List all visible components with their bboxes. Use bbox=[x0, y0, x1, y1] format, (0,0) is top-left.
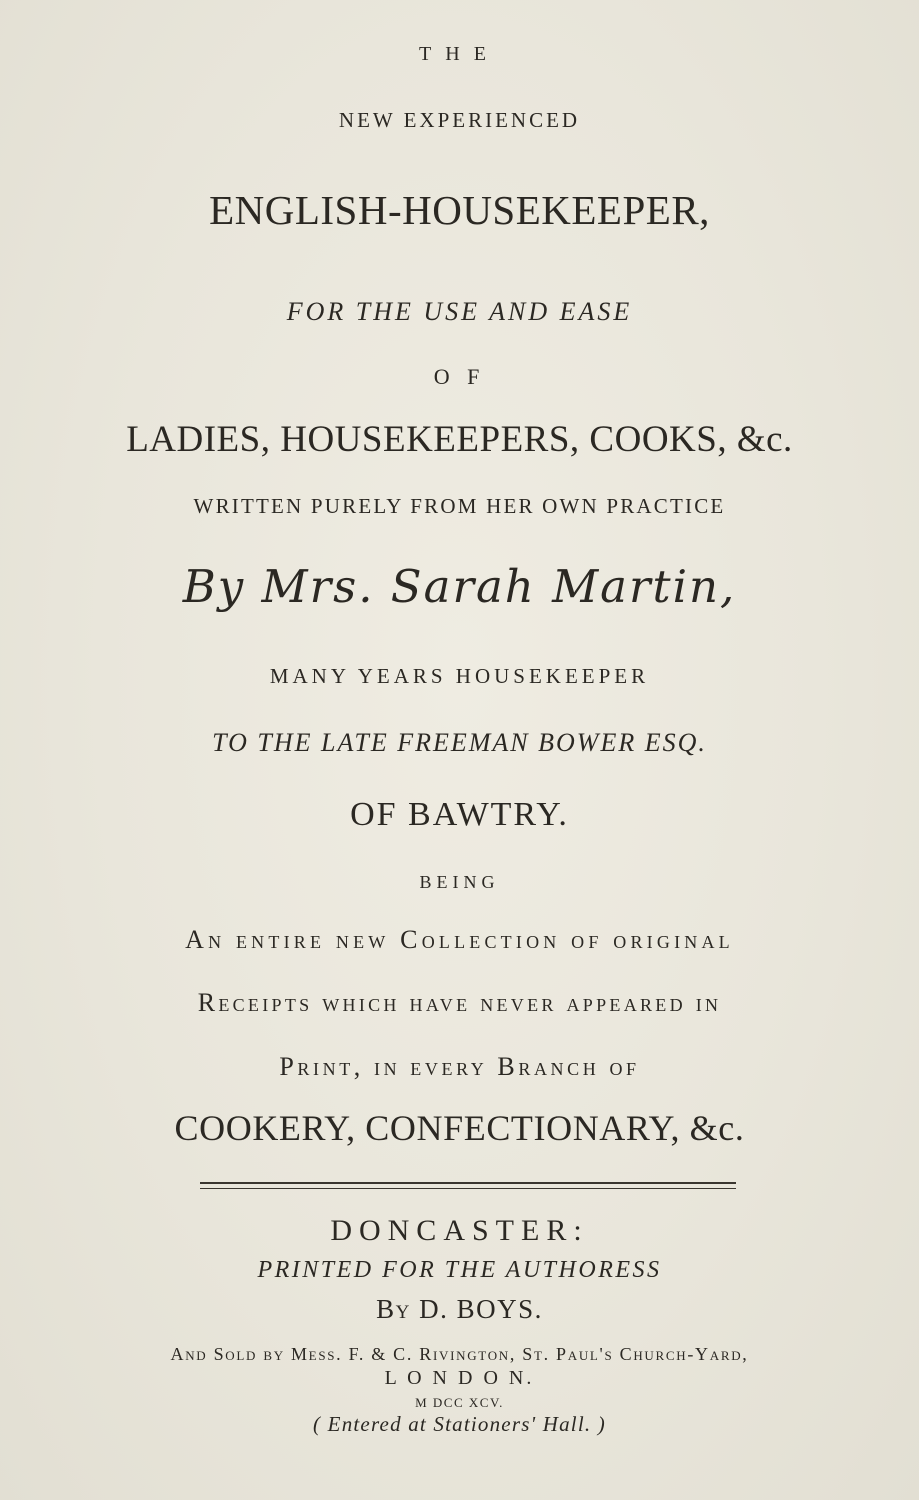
description-line-2: Receipts which have never appeared in bbox=[197, 988, 722, 1017]
year-line: M DCC XCV. bbox=[415, 1395, 504, 1410]
city-line: L O N D O N. bbox=[384, 1367, 535, 1389]
divider-thin bbox=[200, 1188, 736, 1189]
the-heading: THE bbox=[419, 43, 500, 65]
sold-by-line: And Sold by Mess. F. & C. Rivington, St. Paul's Church-Yard, bbox=[170, 1344, 749, 1364]
description-line-3: Print, in every Branch of bbox=[279, 1052, 640, 1081]
audience-line: LADIES, HOUSEKEEPERS, COOKS, &c. bbox=[126, 419, 793, 460]
main-title: ENGLISH-HOUSEKEEPER, bbox=[209, 187, 710, 233]
author-line: By Mrs. Sarah Martin, bbox=[182, 560, 737, 613]
printer-line: By D. BOYS. bbox=[376, 1294, 543, 1324]
place-line: DONCASTER: bbox=[330, 1214, 589, 1247]
many-years-line: MANY YEARS HOUSEKEEPER bbox=[269, 664, 650, 688]
new-experienced-line: NEW EXPERIENCED bbox=[338, 108, 581, 132]
entered-line: ( Entered at Stationers' Hall. ) bbox=[313, 1412, 606, 1436]
use-and-ease-line: FOR THE USE AND EASE bbox=[286, 297, 633, 326]
to-the-late-line: TO THE LATE FREEMAN BOWER ESQ. bbox=[212, 728, 707, 757]
of-bawtry-line: OF BAWTRY. bbox=[350, 796, 569, 833]
divider-thick bbox=[200, 1182, 736, 1184]
being-line: BEING bbox=[419, 872, 500, 892]
description-line-4: COOKERY, CONFECTIONARY, &c. bbox=[174, 1108, 745, 1148]
written-purely-line: WRITTEN PURELY FROM HER OWN PRACTICE bbox=[193, 494, 726, 518]
of-line: O F bbox=[433, 364, 486, 389]
description-line-1: An entire new Collection of original bbox=[185, 925, 734, 954]
printed-for-line: PRINTED FOR THE AUTHORESS bbox=[257, 1257, 662, 1283]
